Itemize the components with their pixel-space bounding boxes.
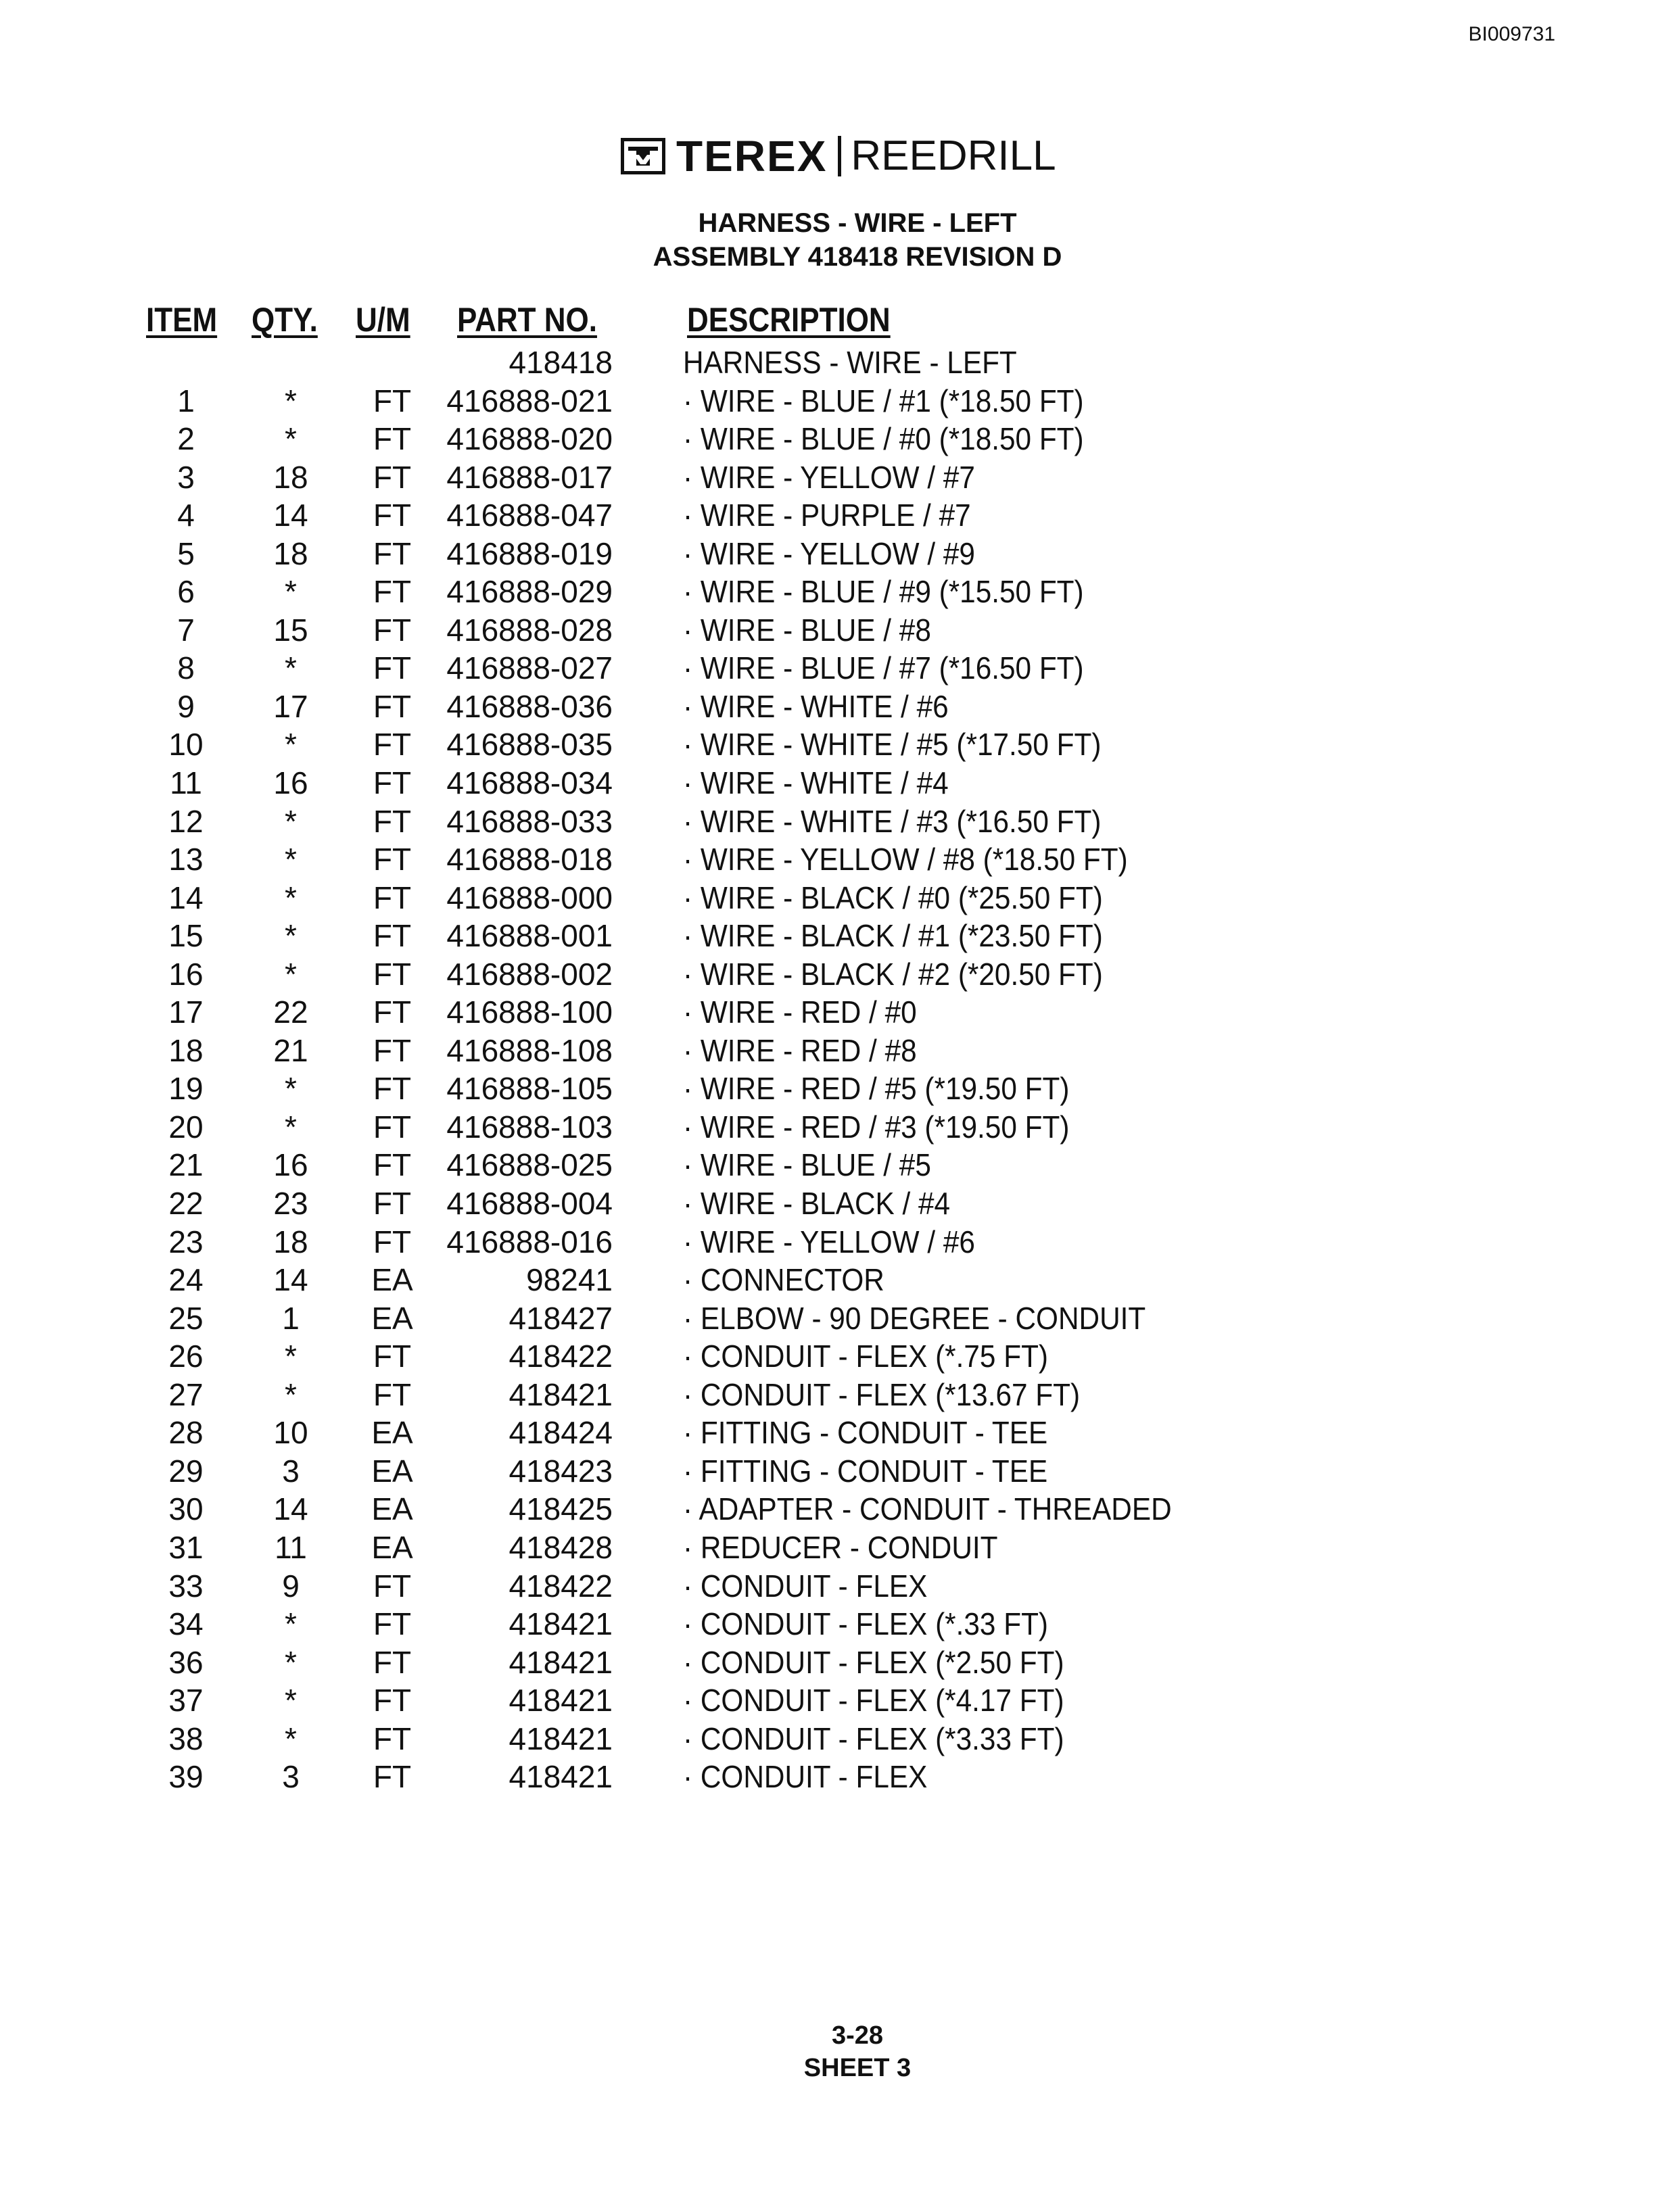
description-cell: · CONDUIT - FLEX (*4.17 FT) [683,1683,1064,1718]
part-number-cell: 416888-105 [446,1071,613,1107]
table-row [0,764,1654,802]
item-cell: 18 [168,1032,204,1068]
qty-cell: 1 [282,1300,300,1336]
qty-cell: * [285,1721,297,1756]
part-number-cell: 416888-019 [446,535,613,571]
qty-cell: 10 [273,1415,308,1451]
part-number-cell: 418423 [509,1453,613,1489]
qty-cell: 3 [282,1759,300,1795]
part-number-cell: 416888-029 [446,574,613,610]
parts-table [0,343,1654,1796]
item-cell: 1 [177,383,195,418]
table-row [0,1681,1654,1720]
um-cell: FT [373,880,412,915]
item-cell: 23 [168,1224,204,1259]
column-header-description: DESCRIPTION [687,301,891,339]
table-row [0,343,1654,382]
um-cell: FT [373,1606,412,1642]
item-cell: 26 [168,1339,204,1374]
um-cell: FT [373,1224,412,1259]
description-cell: · WIRE - BLUE / #8 [683,612,931,648]
um-cell: FT [373,956,412,992]
table-row [0,382,1654,420]
part-number-cell: 416888-027 [446,650,613,686]
item-cell: 27 [168,1376,204,1412]
table-row [0,1223,1654,1261]
column-header-um: U/M [356,301,410,339]
qty-cell: * [285,1109,297,1145]
table-row [0,802,1654,841]
part-number-cell: 418427 [509,1300,613,1336]
qty-cell: * [285,1644,297,1680]
qty-cell: * [285,1606,297,1642]
item-cell: 11 [170,765,202,801]
qty-cell: * [285,956,297,992]
item-cell: 13 [168,842,204,877]
qty-cell: * [285,650,297,686]
description-cell: · WIRE - WHITE / #3 (*16.50 FT) [683,803,1102,839]
part-number-cell: 416888-001 [446,918,613,954]
qty-cell: 3 [282,1453,300,1489]
item-cell: 4 [177,498,195,533]
item-cell: 8 [177,650,195,686]
qty-cell: * [285,1071,297,1107]
description-cell: · WIRE - YELLOW / #6 [683,1224,975,1259]
item-cell: 9 [177,688,195,724]
part-number-cell: 416888-034 [446,765,613,801]
part-number-cell: 416888-021 [446,383,613,418]
part-number-cell: 416888-047 [446,498,613,533]
um-cell: FT [373,1186,412,1222]
qty-cell: 17 [273,688,308,724]
part-number-cell: 418421 [509,1376,613,1412]
item-cell: 2 [177,421,195,457]
um-cell: FT [373,1376,412,1412]
description-cell: · CONDUIT - FLEX (*.33 FT) [683,1606,1049,1642]
part-number-cell: 418421 [509,1644,613,1680]
qty-cell: 18 [273,1224,308,1259]
document-id: BI009731 [1468,23,1555,45]
item-cell: 17 [168,994,204,1030]
um-cell: FT [373,498,412,533]
table-row [0,688,1654,726]
um-cell: EA [371,1453,413,1489]
table-row [0,1337,1654,1376]
description-cell: · WIRE - RED / #8 [683,1032,917,1068]
um-cell: FT [373,727,412,763]
description-cell: · ADAPTER - CONDUIT - THREADED [683,1491,1172,1527]
table-row [0,458,1654,497]
table-row [0,1567,1654,1606]
um-cell: FT [373,918,412,954]
description-cell: · REDUCER - CONDUIT [683,1529,998,1565]
item-cell: 34 [168,1606,204,1642]
table-row [0,879,1654,917]
item-cell: 7 [177,612,195,648]
um-cell: FT [373,1032,412,1068]
table-row [0,1069,1654,1108]
qty-cell: 9 [282,1568,300,1604]
description-cell: · WIRE - WHITE / #4 [683,765,949,801]
table-row [0,535,1654,573]
part-number-cell: 418421 [509,1759,613,1795]
table-row [0,1529,1654,1567]
table-row [0,573,1654,611]
part-number-cell: 98241 [526,1262,613,1298]
table-row [0,1146,1654,1184]
part-number-cell: 418428 [509,1529,613,1565]
table-row [0,1452,1654,1491]
part-number-cell: 416888-108 [446,1032,613,1068]
qty-cell: 11 [275,1529,307,1565]
qty-cell: 16 [273,1147,308,1183]
item-cell: 10 [168,727,204,763]
part-number-cell: 416888-002 [446,956,613,992]
table-row [0,993,1654,1032]
description-cell: · CONDUIT - FLEX (*3.33 FT) [683,1721,1064,1756]
description-cell: · CONNECTOR [683,1262,884,1298]
qty-cell: 21 [273,1032,308,1068]
item-cell: 19 [168,1071,204,1107]
table-row [0,1758,1654,1796]
page-number: 3-28 [831,2021,884,2050]
table-row [0,649,1654,688]
um-cell: FT [373,535,412,571]
item-cell: 25 [168,1300,204,1336]
um-cell: EA [371,1529,413,1565]
description-cell: · CONDUIT - FLEX [683,1759,928,1795]
um-cell: EA [371,1262,413,1298]
table-row [0,1643,1654,1682]
description-cell: · WIRE - YELLOW / #7 [683,459,975,495]
qty-cell: * [285,1376,297,1412]
part-number-cell: 416888-035 [446,727,613,763]
qty-cell: 22 [273,994,308,1030]
brand-subname: REEDRILL [851,133,1056,179]
qty-cell: * [285,727,297,763]
item-cell: 39 [168,1759,204,1795]
um-cell: FT [373,1644,412,1680]
document-title: HARNESS - WIRE - LEFT [698,208,1017,238]
um-cell: EA [371,1300,413,1336]
description-cell: · FITTING - CONDUIT - TEE [683,1453,1048,1489]
item-cell: 16 [168,956,204,992]
um-cell: FT [373,1339,412,1374]
part-number-cell: 416888-018 [446,842,613,877]
description-cell: · WIRE - BLUE / #5 [683,1147,931,1183]
qty-cell: * [285,421,297,457]
item-cell: 22 [168,1186,204,1222]
description-cell: · WIRE - WHITE / #6 [683,688,949,724]
part-number-cell: 416888-100 [446,994,613,1030]
table-row [0,611,1654,650]
part-number-cell: 416888-033 [446,803,613,839]
qty-cell: 18 [273,535,308,571]
qty-cell: * [285,918,297,954]
part-number-cell: 416888-004 [446,1186,613,1222]
description-cell: · ELBOW - 90 DEGREE - CONDUIT [683,1300,1146,1336]
part-number-cell: 416888-017 [446,459,613,495]
um-cell: FT [373,765,412,801]
item-cell: 5 [177,535,195,571]
sheet-number: SHEET 3 [803,2054,912,2082]
item-cell: 14 [168,880,204,915]
item-cell: 38 [168,1721,204,1756]
um-cell: FT [373,574,412,610]
description-cell: · WIRE - PURPLE / #7 [683,498,971,533]
table-row [0,1108,1654,1147]
item-cell: 3 [177,459,195,495]
qty-cell: 23 [273,1186,308,1222]
qty-cell: * [285,1339,297,1374]
item-cell: 28 [168,1415,204,1451]
description-cell: · WIRE - BLUE / #0 (*18.50 FT) [683,421,1084,457]
table-row [0,917,1654,955]
part-number-cell: 418422 [509,1568,613,1604]
description-cell: · WIRE - WHITE / #5 (*17.50 FT) [683,727,1102,763]
table-row [0,725,1654,764]
item-cell: 12 [168,803,204,839]
part-number-cell: 416888-028 [446,612,613,648]
part-number-cell: 416888-103 [446,1109,613,1145]
part-number-cell: 418424 [509,1415,613,1451]
description-cell: · WIRE - RED / #3 (*19.50 FT) [683,1109,1070,1145]
table-row [0,1299,1654,1338]
table-row [0,1261,1654,1299]
column-header-qty: QTY. [252,301,318,339]
description-cell: · CONDUIT - FLEX (*13.67 FT) [683,1376,1081,1412]
um-cell: FT [373,1071,412,1107]
part-number-cell: 418422 [509,1339,613,1374]
qty-cell: 16 [273,765,308,801]
table-row [0,496,1654,535]
qty-cell: * [285,574,297,610]
item-cell: 29 [168,1453,204,1489]
item-cell: 6 [177,574,195,610]
um-cell: FT [373,1721,412,1756]
qty-cell: 18 [273,459,308,495]
document-subtitle: ASSEMBLY 418418 REVISION D [653,242,1062,272]
qty-cell: 15 [273,612,308,648]
item-cell: 33 [168,1568,204,1604]
description-cell: · WIRE - RED / #5 (*19.50 FT) [683,1071,1070,1107]
table-row [0,1605,1654,1643]
description-cell: · CONDUIT - FLEX (*.75 FT) [683,1339,1049,1374]
description-cell: · WIRE - YELLOW / #8 (*18.50 FT) [683,842,1128,877]
part-number-cell: 416888-020 [446,421,613,457]
description-cell: HARNESS - WIRE - LEFT [683,345,1017,380]
qty-cell: * [285,842,297,877]
um-cell: FT [373,383,412,418]
part-number-cell: 416888-025 [446,1147,613,1183]
part-number-cell: 416888-036 [446,688,613,724]
part-number-cell: 418421 [509,1683,613,1718]
description-cell: · WIRE - BLACK / #2 (*20.50 FT) [683,956,1103,992]
table-row [0,1376,1654,1414]
um-cell: FT [373,842,412,877]
qty-cell: * [285,1683,297,1718]
item-cell: 20 [168,1109,204,1145]
description-cell: · CONDUIT - FLEX (*2.50 FT) [683,1644,1064,1680]
qty-cell: * [285,880,297,915]
table-row [0,1414,1654,1452]
um-cell: FT [373,421,412,457]
um-cell: FT [373,1109,412,1145]
item-cell: 24 [168,1262,204,1298]
table-row [0,1720,1654,1758]
brand-divider [838,136,841,176]
part-number-cell: 416888-016 [446,1224,613,1259]
item-cell: 31 [168,1529,204,1565]
item-cell: 37 [168,1683,204,1718]
table-row [0,1490,1654,1529]
qty-cell: 14 [273,1262,308,1298]
um-cell: FT [373,688,412,724]
description-cell: · WIRE - BLUE / #7 (*16.50 FT) [683,650,1084,686]
um-cell: FT [373,612,412,648]
description-cell: · WIRE - BLUE / #9 (*15.50 FT) [683,574,1084,610]
um-cell: FT [373,1683,412,1718]
um-cell: FT [373,1147,412,1183]
um-cell: FT [373,650,412,686]
part-number-cell: 416888-000 [446,880,613,915]
um-cell: FT [373,459,412,495]
um-cell: FT [373,803,412,839]
description-cell: · WIRE - YELLOW / #9 [683,535,975,571]
table-row [0,955,1654,994]
brand-name: TEREX [676,132,828,181]
description-cell: · FITTING - CONDUIT - TEE [683,1415,1048,1451]
item-cell: 36 [168,1644,204,1680]
part-number-cell: 418418 [509,345,613,380]
description-cell: · CONDUIT - FLEX [683,1568,928,1604]
terex-logo-icon [621,138,665,174]
part-number-cell: 418421 [509,1606,613,1642]
item-cell: 30 [168,1491,204,1527]
item-cell: 15 [168,918,204,954]
um-cell: EA [371,1491,413,1527]
description-cell: · WIRE - BLACK / #1 (*23.50 FT) [683,918,1103,954]
um-cell: FT [373,1759,412,1795]
table-row [0,1184,1654,1223]
um-cell: EA [371,1415,413,1451]
brand-logo [621,133,1056,180]
table-row [0,840,1654,879]
description-cell: · WIRE - BLACK / #4 [683,1186,951,1222]
column-header-item: ITEM [146,301,218,339]
part-number-cell: 418425 [509,1491,613,1527]
qty-cell: 14 [273,1491,308,1527]
um-cell: FT [373,1568,412,1604]
description-cell: · WIRE - BLUE / #1 (*18.50 FT) [683,383,1084,418]
item-cell: 21 [168,1147,204,1183]
um-cell: FT [373,994,412,1030]
qty-cell: * [285,803,297,839]
table-row [0,420,1654,458]
part-number-cell: 418421 [509,1721,613,1756]
description-cell: · WIRE - RED / #0 [683,994,917,1030]
qty-cell: * [285,383,297,418]
column-header-part-no: PART NO. [457,301,597,339]
qty-cell: 14 [273,498,308,533]
table-row [0,1032,1654,1070]
description-cell: · WIRE - BLACK / #0 (*25.50 FT) [683,880,1103,915]
